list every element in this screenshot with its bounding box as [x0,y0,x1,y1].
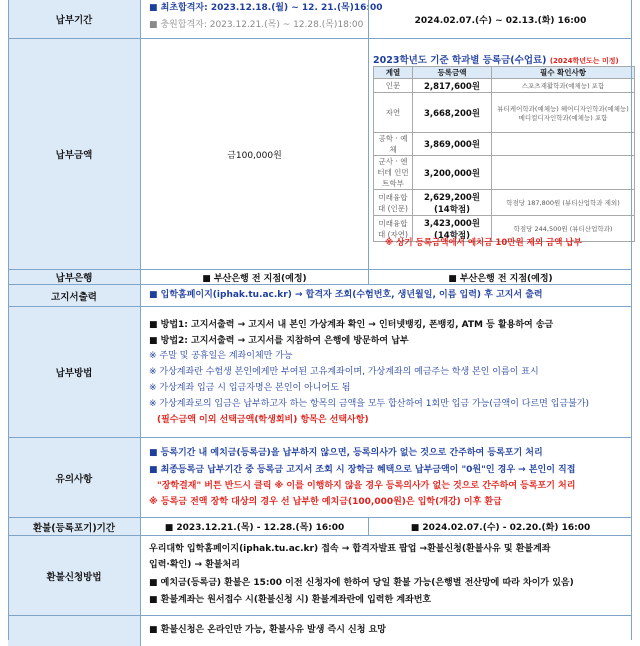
virtual-account-note: ※ 가상계좌란 수험생 본인에게만 부여된 고유계좌이며, 가상계좌의 예금주는 학생 본인 이름이 표시 [149,367,539,377]
cautions-row [8,438,632,518]
table-row: 자연 3,668,200원 뷰티케어학과(예체능) 헤어디자인학과(예체능) 메디컬디자인학과(예체능) 포함 [374,93,635,133]
payment-bank-first: ■ 부산은행 전 지점(예정) [202,273,307,284]
notice-print-text: ■ 입학홈페이지(iphak.tu.ac.kr) → 합격자 조회(수험번호, 생년월일, 이름 입력) 후 고지서 출력 [149,290,543,300]
depositor-name-note: ※ 가상계좌 입금 시 입금자명은 본인이 아니어도 됨 [149,383,351,393]
refund-same-day-note: ■ 예치금(등록금) 환불은 15:00 이전 신청자에 한하여 당일 환불 가능(은행별 전산망에 따라 차이가 있음) [149,578,574,588]
refund-step-2: 입력·확인) → 환불처리 [149,560,240,570]
header-requirement: 필수 확인사항 [492,67,635,79]
tuition-table-header [374,67,635,79]
cautions-label: 유의사항 [8,438,141,517]
deposit-amount: 금100,000원 [227,150,282,161]
online-only-note: ■ 환불신청은 온라인만 가능, 환불사유 발생 즉시 신청 요망 [149,625,386,635]
caution-3: "장학결재" 버튼 반드시 클릭 ※ 이를 이행하지 않을 경우 등록의사가 없는 것으로 간주하여 등록포기 처리 [157,481,576,491]
header-category: 계열 [374,67,413,79]
payment-bank-final: ■ 부산은행 전 지점(예정) [448,273,553,284]
payment-method-label: 납부방법 [8,307,141,437]
refund-method-label: 환불신청방법 [8,536,141,615]
payment-period-row [8,0,632,39]
payment-period-label: 납부기간 [8,0,141,38]
refund-period-final: ■ 2024.02.07.(수) - 02.20.(화) 16:00 [410,523,591,533]
method-1: ■ 방법1: 고지서출력 → 고지서 내 본인 가상계좌 확인 → 인터넷뱅킹, 폰뱅킹, ATM 등 활용하여 송금 [149,320,554,330]
refund-account-note: ■ 환불계좌는 원서접수 시(환불신청 시) 환불계좌란에 입력한 계좌번호 [149,595,432,605]
caution-2: ■ 최종등록금 납부기간 중 등록금 고지서 조회 시 장학금 혜택으로 납부금액이 "0원"인 경우 → 본인이 직접 [149,465,576,475]
refund-period-first: ■ 2023.12.21.(목) - 12.28.(목) 16:00 [164,523,345,533]
refund-period-row [8,518,632,536]
additional-accepted-period: ■ 충원합격자: 2023.12.21.(목) ~ 12.28.(목)18:00 [149,20,364,30]
header-fee: 등록금액 [413,67,492,79]
payment-method-row [8,307,632,438]
tuition-table [373,66,635,242]
tuition-table-title: 2023학년도 기준 학과별 등록금(수업료) (2024학년도는 미정) [373,55,619,66]
refund-step-1: 우리대학 입학홈페이지(iphak.tu.ac.kr) 접속 → 합격자발표 팝업 →환불신청(환불사유 및 환불계좌 [149,544,551,554]
refund-period-label: 환불(등록포기)기간 [8,518,141,535]
tuition-table-title-note: (2024학년도는 미정) [549,57,619,65]
caution-1: ■ 등록기간 내 예치금(등록금)을 납부하지 않으면, 등록의사가 없는 것으로 간주하여 등록포기 처리 [149,448,543,458]
table-row: 미래융합대 (자연) 3,423,000원 (14학점) 학점당 244,500원 (뷰티산업학과) [374,216,635,242]
notice-print-row [8,285,632,307]
notice-print-label: 고지서출력 [8,285,141,306]
first-accepted-period: ■ 최초합격자: 2023.12.18.(월) ~ 12. 21.(목)16:00 [149,3,383,13]
column-divider [368,39,369,269]
refund-method-row [8,536,632,616]
admission-guide-table [8,0,632,640]
last-row [8,616,632,646]
table-row: 공학 · 예체 3,869,000원 [374,133,635,156]
optional-fee-note: (필수금액 이외 선택금액(학생회비) 항목은 선택사항) [157,415,369,425]
payment-bank-label: 납부은행 [8,270,141,284]
table-row: 인문 2,817,600원 스포츠재활학과(예체능) 포함 [374,79,635,93]
table-row: 미래융합대 (인문) 2,629,200원 (14학점) 학점당 187,800원 (뷰티산업학과 제외) [374,190,635,216]
table-row: 군사 · 엔터테 인먼트학부 3,200,000원 [374,156,635,190]
caution-4: ※ 등록금 전액 장학 대상의 경우 선 납부한 예치금(100,000원)은 입학(개강) 이후 환급 [149,497,502,507]
single-deposit-note: ※ 가상계좌로의 입금은 납부하고자 하는 항목의 금액을 모두 합산하여 1회만 입금 가능(금액이 다르면 입금불가) [149,399,590,409]
weekend-note: ※ 주말 및 공휴일은 계좌이체만 가능 [149,351,293,361]
method-2: ■ 방법2: 고지서출력 → 고지서를 지참하여 은행에 방문하여 납부 [149,336,409,346]
payment-period-final: 2024.02.07.(수) ~ 02.13.(화) 16:00 [414,15,587,26]
payment-amount-label: 납부금액 [8,39,141,269]
tuition-table-note: ※ 상기 등록금액에서 예치금 10만원 제외 금액 납부 [385,238,582,248]
last-row-label [8,616,141,646]
payment-bank-row [8,270,632,285]
